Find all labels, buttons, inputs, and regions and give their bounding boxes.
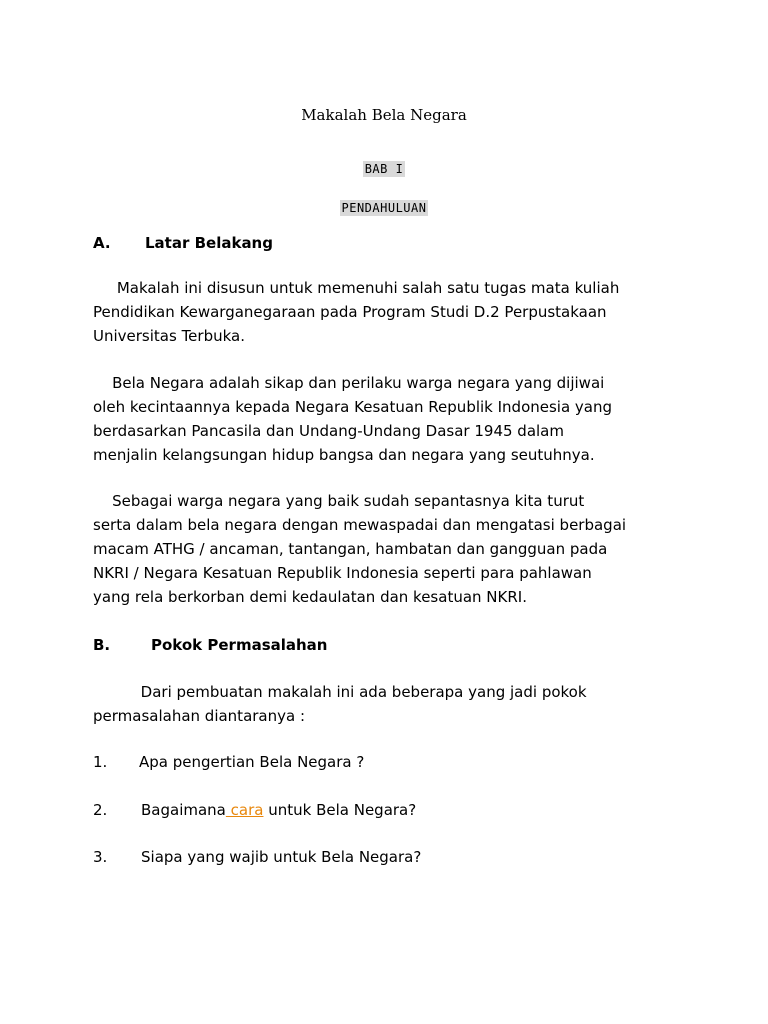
paragraph-intro	[93, 680, 693, 728]
chapter-title-text: PENDAHULUAN	[341, 201, 427, 215]
text-line: yang rela berkorban demi kedaulatan dan kesatuan NKRI.	[93, 588, 527, 606]
chapter-label	[0, 161, 768, 177]
section-a-number: A.	[93, 234, 111, 252]
list-item-text: untuk Bela Negara?	[263, 801, 417, 819]
list-item-text: Bagaimana	[141, 801, 226, 819]
list-item-number: 1.	[93, 753, 108, 771]
list-item	[93, 847, 421, 867]
chapter-title	[0, 200, 768, 216]
text-line: NKRI / Negara Kesatuan Republik Indonesia seperti para pahlawan	[93, 564, 592, 582]
list-item	[93, 752, 364, 772]
text-line: Bela Negara adalah sikap dan perilaku warga negara yang dijiwai	[93, 374, 605, 392]
text-line: permasalahan diantaranya :	[93, 707, 306, 725]
text-line: Dari pembuatan makalah ini ada beberapa yang jadi pokok	[93, 683, 587, 701]
list-item-number: 2.	[93, 801, 108, 819]
text-line: Universitas Terbuka.	[93, 327, 245, 345]
document-title: Makalah Bela Negara	[301, 106, 467, 124]
paragraph-1	[93, 276, 693, 348]
section-a-title: Latar Belakang	[145, 234, 273, 252]
text-line: Pendidikan Kewarganegaraan pada Program Studi D.2 Perpustakaan	[93, 303, 607, 321]
section-b-heading	[93, 635, 327, 655]
text-line: Makalah ini disusun untuk memenuhi salah satu tugas mata kuliah	[93, 279, 620, 297]
section-a-heading	[93, 233, 273, 253]
cara-link[interactable]: cara	[225, 801, 264, 819]
list-item-number: 3.	[93, 848, 108, 866]
chapter-label-text: BAB I	[364, 162, 404, 176]
list-item-text: Siapa yang wajib untuk Bela Negara?	[141, 848, 422, 866]
text-line: Sebagai warga negara yang baik sudah sepantasnya kita turut	[93, 492, 585, 510]
paragraph-3	[93, 489, 693, 609]
list-item-text: Apa pengertian Bela Negara ?	[139, 753, 365, 771]
text-line: berdasarkan Pancasila dan Undang-Undang Dasar 1945 dalam	[93, 422, 564, 440]
text-line: menjalin kelangsungan hidup bangsa dan negara yang seutuhnya.	[93, 446, 595, 464]
paragraph-2	[93, 371, 693, 467]
section-b-number: B.	[93, 636, 111, 654]
text-line: oleh kecintaannya kepada Negara Kesatuan Republik Indonesia yang	[93, 398, 613, 416]
list-item	[93, 800, 416, 820]
text-line: macam ATHG / ancaman, tantangan, hambatan dan gangguan pada	[93, 540, 608, 558]
section-b-title: Pokok Permasalahan	[151, 636, 328, 654]
text-line: serta dalam bela negara dengan mewaspadai dan mengatasi berbagai	[93, 516, 627, 534]
